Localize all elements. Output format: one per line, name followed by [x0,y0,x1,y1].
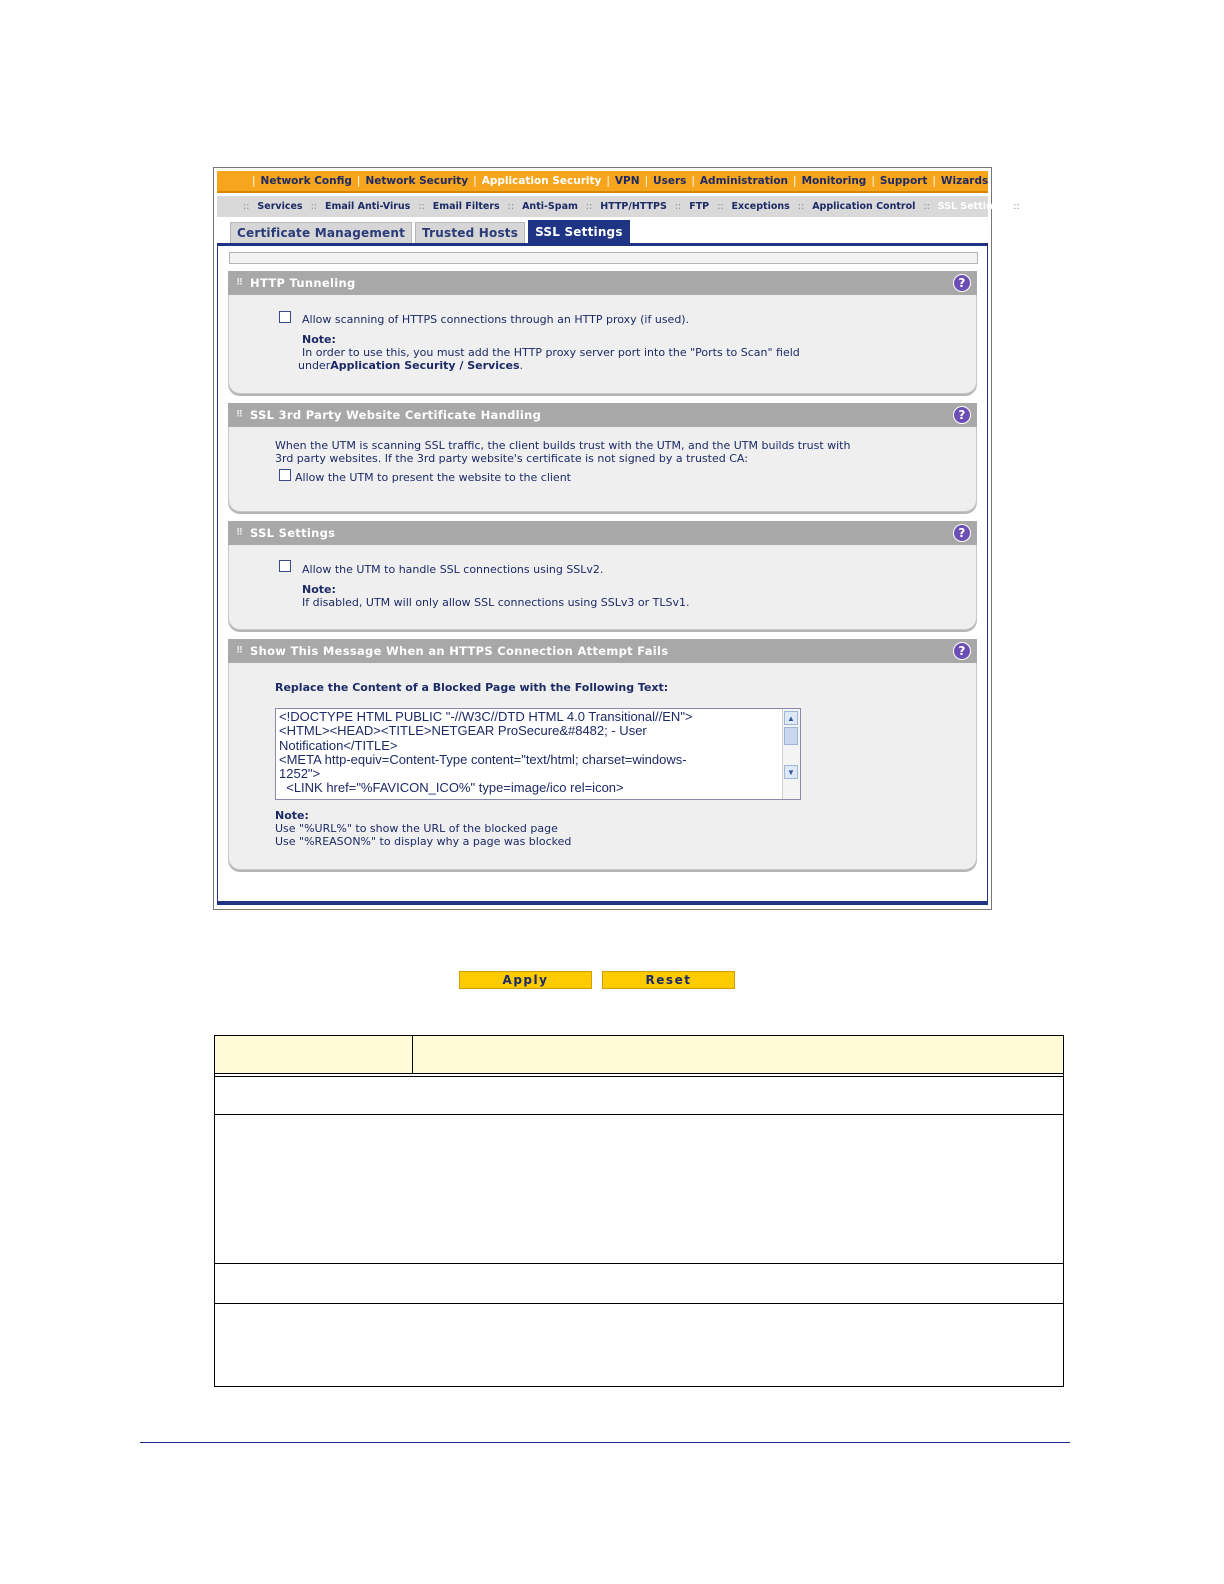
main-nav: | Network Config | Network Security | Application Security | VPN | Users | Administration | Monitoring | Support | Wizards | [217,171,988,193]
subnav-ssl-settings[interactable]: SSL Settings [937,201,1006,212]
note-label: Note: [302,583,336,596]
textarea-scrollbar[interactable] [782,709,800,799]
subnav-anti-spam[interactable]: Anti-Spam [522,201,578,212]
section-header [228,639,977,663]
table-row [215,1304,1063,1386]
section-title: Show This Message When an HTTPS Connection Attempt Fails [250,644,669,658]
tab-bar [217,221,988,243]
description-text: When the UTM is scanning SSL traffic, the client builds trust with the UTM, and the UTM builds trust with [275,439,851,452]
application-services-link[interactable]: Application Security / Services [330,359,520,372]
description-text-line2: 3rd party websites. If the 3rd party website's certificate is not signed by a trusted CA: [275,452,748,465]
nav-monitoring[interactable]: Monitoring [801,175,867,187]
blocked-page-html-textarea[interactable] [275,708,801,800]
nav-administration[interactable]: Administration [699,175,789,187]
section-header [228,271,977,295]
section-body [228,427,977,512]
grip-icon: ⠿ [236,528,243,538]
checkbox-label: Allow the UTM to handle SSL connections using SSLv2. [302,563,604,576]
sslv2-checkbox[interactable] [279,560,291,572]
section-body [228,295,977,394]
nav-network-security[interactable]: Network Security [365,175,469,187]
grip-icon: ⠿ [236,410,243,420]
grip-icon: ⠿ [236,278,243,288]
section-third-party-cert [228,403,977,512]
checkbox-label: Allow scanning of HTTPS connections through an HTTP proxy (if used). [302,313,690,326]
scroll-thumb[interactable] [784,727,798,745]
nav-application-security[interactable]: Application Security [481,175,602,187]
table-row [215,1115,1063,1264]
nav-wizards[interactable]: Wizards [940,175,989,187]
table-row [215,1077,1063,1115]
help-icon[interactable]: ? [953,642,971,660]
section-title: SSL Settings [250,526,336,540]
section-body [228,663,977,870]
nav-support[interactable]: Support [879,175,928,187]
note-text-line2: underApplication Security / Services. [298,359,524,372]
content-panel [217,243,988,905]
replace-content-label: Replace the Content of a Blocked Page with the Following Text: [275,681,669,694]
scroll-down-icon[interactable]: ▼ [784,765,798,779]
nav-vpn[interactable]: VPN [614,175,640,187]
section-body [228,545,977,630]
note-label: Note: [275,809,309,822]
textarea-content: <!DOCTYPE HTML PUBLIC "-//W3C//DTD HTML 4.0 Transitional//EN"> <HTML><HEAD><TITLE>NETGEAR ProSecure&#8482; - User Notification</TITLE> <META http-equiv=Content-Type content="text/html; charset=windows- 1252"> <LINK href="%FAVICON_ICO%" type=image/ico rel=icon> [279,709,693,796]
subnav-email-filters[interactable]: Email Filters [432,201,500,212]
note-reason-text: Use "%REASON%" to display why a page was blocked [275,835,572,848]
subnav-services[interactable]: Services [257,201,303,212]
note-text: If disabled, UTM will only allow SSL connections using SSLv3 or TLSv1. [302,596,690,609]
subnav-application-control[interactable]: Application Control [812,201,916,212]
subnav-http-https[interactable]: HTTP/HTTPS [600,201,667,212]
nav-network-config[interactable]: Network Config [260,175,352,187]
help-icon[interactable]: ? [953,406,971,424]
tab-certificate-management[interactable]: Certificate Management [230,222,412,243]
subnav-ftp[interactable]: FTP [689,201,710,212]
allow-https-scanning-checkbox[interactable] [279,311,291,323]
status-bar [229,252,978,264]
scroll-up-icon[interactable]: ▲ [784,711,798,725]
subnav-exceptions[interactable]: Exceptions [731,201,790,212]
section-https-fail-message [228,639,977,870]
settings-description-table [214,1035,1064,1387]
section-http-tunneling [228,271,977,394]
footer-divider [140,1442,1070,1443]
nav-users[interactable]: Users [653,175,687,187]
reset-button[interactable]: Reset [602,971,735,989]
table-row [215,1264,1063,1304]
note-label: Note: [302,333,336,346]
section-header [228,521,977,545]
subnav-email-anti-virus[interactable]: Email Anti-Virus [324,201,411,212]
note-url-text: Use "%URL%" to show the URL of the blocked page [275,822,558,835]
section-header [228,403,977,427]
grip-icon: ⠿ [236,646,243,656]
present-website-checkbox[interactable] [279,469,291,481]
tab-trusted-hosts[interactable]: Trusted Hosts [415,222,525,243]
help-icon[interactable]: ? [953,524,971,542]
sub-nav: :: Services :: Email Anti-Virus :: Email Filters :: Anti-Spam :: HTTP/HTTPS :: FTP :: Exceptions :: Application Control :: SSL Settings :: [217,196,988,217]
note-text: In order to use this, you must add the HTTP proxy server port into the "Ports to Scan" field [302,346,800,359]
section-title: SSL 3rd Party Website Certificate Handling [250,408,542,422]
section-ssl-settings [228,521,977,630]
ssl-settings-screenshot [213,167,1020,987]
column-divider [412,1036,413,1073]
tab-ssl-settings[interactable]: SSL Settings [528,220,630,243]
checkbox-label: Allow the UTM to present the website to the client [295,471,571,484]
section-title: HTTP Tunneling [250,276,356,290]
help-icon[interactable]: ? [953,274,971,292]
table-header-row [215,1036,1063,1074]
apply-button[interactable]: Apply [459,971,592,989]
